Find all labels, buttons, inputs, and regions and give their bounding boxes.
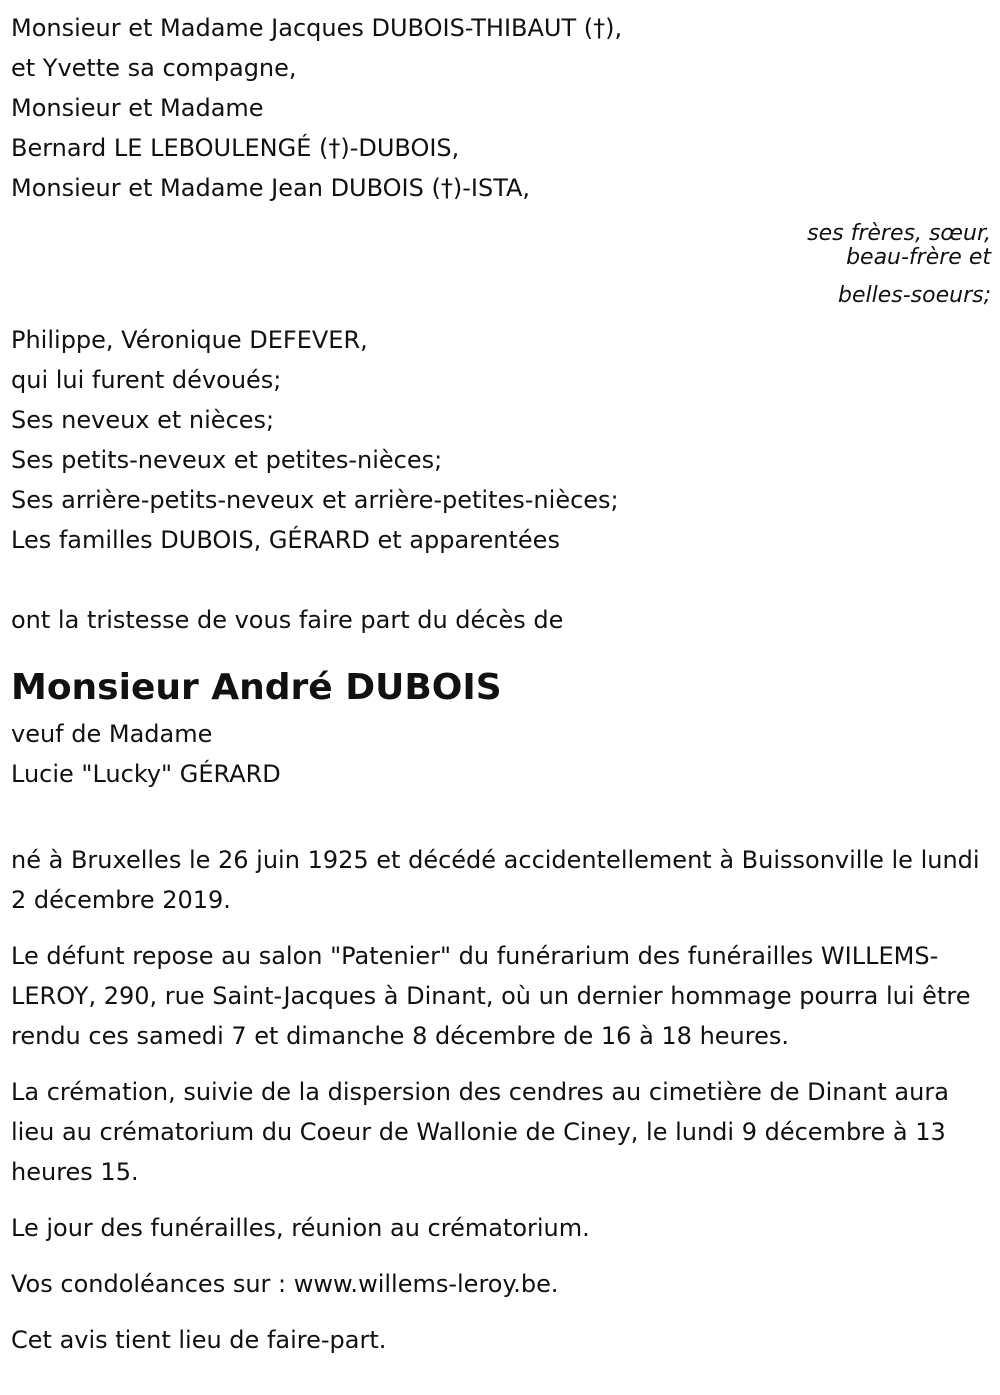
family-header	[11, 8, 991, 208]
cremation-paragraph: La crémation, suivie de la dispersion des cendres au cimetière de Dinant aura lieu au crématorium du Coeur de Wallonie de Ciney, le lundi 9 décembre à 13 heures 15.	[11, 1078, 949, 1186]
rest-paragraph: Le défunt repose au salon "Patenier" du funérarium des funérailles WILLEMS-LEROY, 290, rue Saint-Jacques à Dinant, où un dernier hommage pourra lui être rendu ces samedi 7 et dimanche 8 décembre de 16 à 18 heures.	[11, 942, 971, 1050]
relation-line: beau-frère et	[846, 245, 991, 270]
relation-line: belles-soeurs;	[838, 283, 991, 308]
family-line: Ses petits-neveux et petites-nièces;	[11, 446, 443, 474]
family-other	[11, 320, 991, 560]
deceased-name: Monsieur André DUBOIS	[11, 667, 502, 708]
spouse-line: Lucie "Lucky" GÉRARD	[11, 760, 281, 788]
spouse-line: veuf de Madame	[11, 720, 213, 748]
family-line: Ses arrière-petits-neveux et arrière-petites-nièces;	[11, 486, 619, 514]
spouse-info	[11, 714, 991, 794]
family-line: qui lui furent dévoués;	[11, 366, 282, 394]
relation-line: ses frères, sœur,	[807, 221, 991, 246]
birth-death-paragraph: né à Bruxelles le 26 juin 1925 et décédé accidentellement à Buissonville le lundi 2 décembre 2019.	[11, 846, 980, 914]
notice-paragraph: Cet avis tient lieu de faire-part.	[11, 1326, 387, 1354]
family-line: Monsieur et Madame	[11, 94, 264, 122]
announcement-text: ont la tristesse de vous faire part du décès de	[11, 606, 564, 634]
family-line: Ses neveux et nièces;	[11, 406, 275, 434]
family-line: Philippe, Véronique DEFEVER,	[11, 326, 368, 354]
family-line: Bernard LE LEBOULENGÉ (†)-DUBOIS,	[11, 134, 460, 162]
meeting-paragraph: Le jour des funérailles, réunion au crématorium.	[11, 1214, 590, 1242]
relation-attribution	[11, 222, 991, 310]
obituary-notice	[11, 8, 991, 1360]
family-line: Monsieur et Madame Jean DUBOIS (†)-ISTA,	[11, 174, 531, 202]
family-line: Les familles DUBOIS, GÉRARD et apparentées	[11, 526, 560, 554]
family-line: et Yvette sa compagne,	[11, 54, 297, 82]
condolences-paragraph: Vos condoléances sur : www.willems-leroy.be.	[11, 1270, 559, 1298]
family-line: Monsieur et Madame Jacques DUBOIS-THIBAUT (†),	[11, 14, 623, 42]
